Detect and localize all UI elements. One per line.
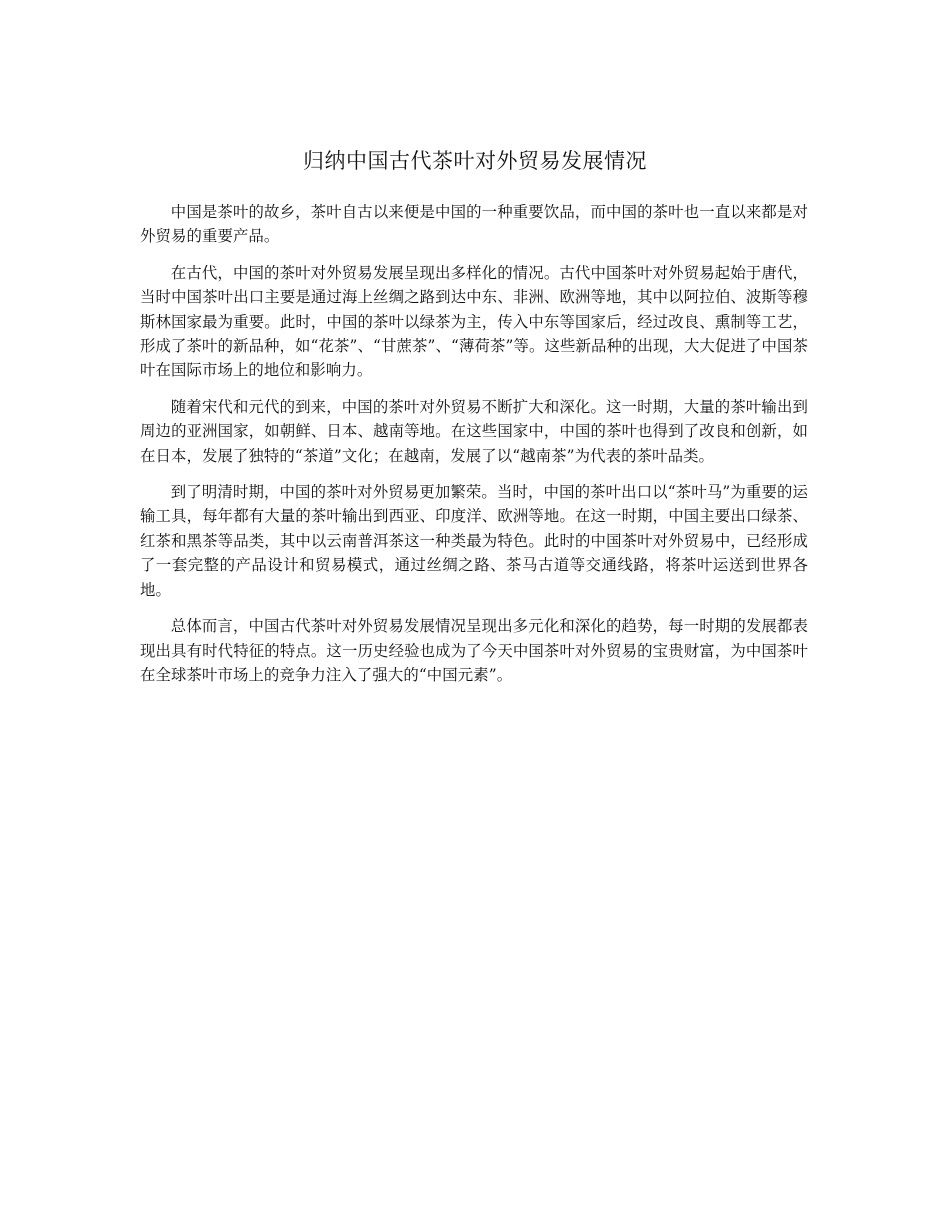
paragraph-conclusion: 总体而言，中国古代茶叶对外贸易发展情况呈现出多元化和深化的趋势，每一时期的发展都表现出具有时代特征的特点。这一历史经验也成为了今天中国茶叶对外贸易的宝贵财富，为中国茶叶在全球茶叶市场上的竞争力注入了强大的“中国元素”。 (140, 617, 808, 684)
paragraph-song-yuan: 随着宋代和元代的到来，中国的茶叶对外贸易不断扩大和深化。这一时期，大量的茶叶输出到周边的亚洲国家，如朝鲜、日本、越南等地。在这些国家中，中国的茶叶也得到了改良和创新，如在日本，发展了独特的“茶道”文化；在越南，发展了以“越南茶”为代表的茶叶品类。 (140, 397, 808, 465)
paragraph-tang: 在古代，中国的茶叶对外贸易发展呈现出多样化的情况。古代中国茶叶对外贸易起始于唐代，当时中国茶叶出口主要是通过海上丝绸之路到达中东、非洲、欧洲等地，其中以阿拉伯、波斯等穆斯林国家最为重要。此时，中国的茶叶以绿茶为主，传入中东等国家后，经过改良、熏制等工艺，形成了茶叶的新品种，如“花茶”、“甘蔗茶”、“薄荷茶”等。这些新品种的出现，大大促进了中国茶叶在国际市场上的地位和影响力。 (140, 263, 808, 380)
paragraph-intro: 中国是茶叶的故乡，茶叶自古以来便是中国的一种重要饮品，而中国的茶叶也一直以来都是对外贸易的重要产品。 (140, 203, 808, 246)
document-body (140, 200, 808, 699)
paragraph-ming-qing: 到了明清时期，中国的茶叶对外贸易更加繁荣。当时，中国的茶叶出口以“茶叶马”为重要的运输工具，每年都有大量的茶叶输出到西亚、印度洋、欧洲等地。在这一时期，中国主要出口绿茶、红茶和黑茶等品类，其中以云南普洱茶这一种类最为特色。此时的中国茶叶对外贸易中，已经形成了一套完整的产品设计和贸易模式，通过丝绸之路、茶马古道等交通线路，将茶叶运送到世界各地。 (140, 483, 808, 599)
document-title: 归纳中国古代茶叶对外贸易发展情况 (303, 149, 647, 173)
